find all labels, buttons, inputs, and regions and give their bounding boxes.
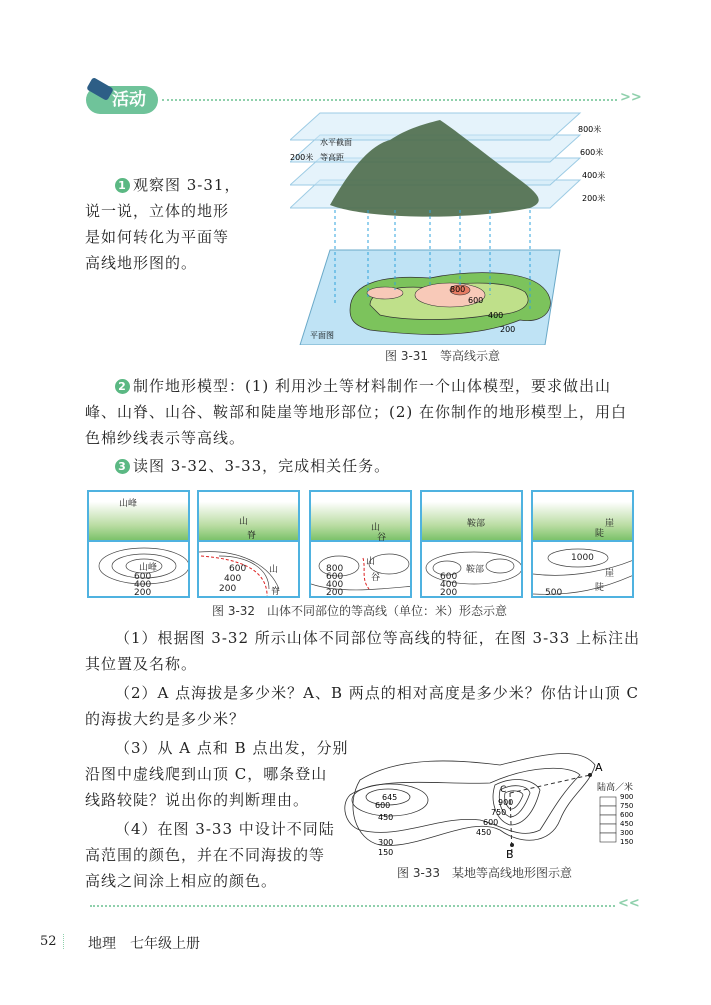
task-line: （1）根据图 3-32 所示山体不同部位等高线的特征，在图 3-33 上标注出 <box>115 629 641 647</box>
q2-line: 制作地形模型：(1) 利用沙土等材料制作一个山体模型，要求做出山 <box>133 377 612 395</box>
legend-value: 750 <box>620 802 634 810</box>
contour-label: 900 <box>498 798 514 807</box>
panel-label: 崖 <box>605 569 615 579</box>
panel-label: 脊 <box>271 587 281 597</box>
panel-ridge <box>197 490 300 598</box>
panel-label: 谷 <box>371 573 381 583</box>
contour-label: 600 <box>375 801 391 810</box>
contour-label: 600 <box>483 818 499 827</box>
point-b-label: B <box>506 848 514 860</box>
level-label: 200米 <box>582 194 606 203</box>
panel-label: 山 <box>269 565 279 575</box>
panel-label: 崖 <box>605 519 615 529</box>
contour-label: 450 <box>378 813 394 822</box>
question-1 <box>85 172 260 276</box>
level-label: 400米 <box>582 171 606 180</box>
figure-3-33-caption: 图 3-33 某地等高线地形图示意 <box>397 866 573 880</box>
point-a-label: A <box>595 761 603 774</box>
figure-3-33 <box>340 745 640 860</box>
panel-label: 400 <box>134 580 152 590</box>
q2-line: 色棉纱线表示等高线。 <box>85 429 246 447</box>
legend-title: 陆高／米 <box>597 783 634 793</box>
question-2 <box>85 373 645 479</box>
panel-label: 600 <box>229 564 247 574</box>
point-c-label: C <box>500 785 507 795</box>
legend-value: 150 <box>620 838 634 846</box>
peak-label: 645 <box>382 793 398 802</box>
task-line: （2）A 点海拔是多少米？A、B 两点的相对高度是多少米？你估计山顶 C <box>115 684 640 702</box>
panel-cliff <box>531 490 634 598</box>
task-line: 沿图中虚线爬到山顶 C，哪条登山 <box>85 765 328 783</box>
panel-saddle <box>420 490 523 598</box>
q1-line: 是如何转化为平面等 <box>85 228 230 246</box>
number-badge: 2 <box>115 379 130 394</box>
task-line: 高范围的颜色，并在不同海拔的等 <box>85 846 326 864</box>
figure-3-31 <box>290 110 630 345</box>
panel-label: 500 <box>545 588 563 598</box>
panel-label: 陡 <box>595 529 605 539</box>
panel-label: 200 <box>219 584 237 594</box>
panel-label: 山 <box>371 523 381 533</box>
panel-label: 脊 <box>247 531 257 541</box>
task-line: （4）在图 3-33 中设计不同陆 <box>115 820 335 838</box>
panel-label: 山 <box>366 557 376 567</box>
task-line: （3）从 A 点和 B 点出发，分别 <box>115 739 349 757</box>
interval-label: 等高距 <box>320 153 344 162</box>
number-badge: 3 <box>115 459 130 474</box>
panel-label: 谷 <box>377 533 387 543</box>
number-badge: 1 <box>115 178 130 193</box>
panel-label: 鞍部 <box>467 519 486 529</box>
book-title: 地理 七年级上册 <box>88 936 200 952</box>
contour-label: 600 <box>468 296 484 305</box>
plane-label: 平面图 <box>310 331 334 340</box>
contour-label: 300 <box>378 838 394 847</box>
panel-label: 鞍部 <box>466 565 485 575</box>
double-chevron-left-icon: << <box>618 896 640 911</box>
legend-value: 450 <box>620 820 634 828</box>
task-line: 其位置及名称。 <box>85 655 198 673</box>
q1-line: 高线地形图的。 <box>85 254 198 272</box>
panel-label: 山 <box>239 517 249 527</box>
panel-label: 200 <box>326 588 344 598</box>
contour-label: 400 <box>488 311 504 320</box>
panel-label: 600 <box>134 572 152 582</box>
q2-line: 峰、山脊、山谷、鞍部和陡崖等地形部位；(2) 在你制作的地形模型上，用白 <box>85 403 628 421</box>
interval-value: 200米 <box>290 153 314 162</box>
panel-label: 200 <box>134 588 152 598</box>
contour-label: 800 <box>450 285 466 294</box>
contour-label: 150 <box>378 848 394 857</box>
legend-value: 900 <box>620 793 634 801</box>
q1-line: 观察图 3-31， <box>133 176 241 194</box>
q3-text: 读图 3-32、3-33，完成相关任务。 <box>133 457 391 475</box>
panel-label: 800 <box>326 564 344 574</box>
panel-valley <box>309 490 412 598</box>
panel-label: 400 <box>326 580 344 590</box>
level-label: 600米 <box>580 148 604 157</box>
contour-label: 750 <box>491 808 507 817</box>
double-chevron-right-icon: >> <box>620 90 642 105</box>
page-number: 52 <box>40 934 64 949</box>
panel-label: 山峰 <box>139 563 158 573</box>
panel-label: 山峰 <box>119 499 138 509</box>
panel-label: 陡 <box>595 583 605 593</box>
figure-3-31-caption: 图 3-31 等高线示意 <box>385 349 501 363</box>
q1-line: 说一说，立体的地形 <box>85 202 230 220</box>
panel-label: 600 <box>440 572 458 582</box>
legend-value: 300 <box>620 829 634 837</box>
task-line: 线路较陡？说出你的判断理由。 <box>85 791 310 809</box>
task-line: 的海拔大约是多少米？ <box>85 710 246 728</box>
header-divider <box>162 99 617 101</box>
panel-label: 1000 <box>571 553 594 563</box>
contour-label: 450 <box>476 828 492 837</box>
panel-label: 400 <box>224 574 242 584</box>
panel-label: 200 <box>440 588 458 598</box>
legend-value: 600 <box>620 811 634 819</box>
level-label: 800米 <box>578 125 602 134</box>
section-label: 水平截面 <box>320 138 352 147</box>
footer-divider <box>90 905 615 907</box>
activity-label: 活动 <box>112 90 146 110</box>
figure-3-32-caption: 图 3-32 山体不同部位的等高线（单位：米）形态示意 <box>212 604 508 618</box>
task-line: 高线之间涂上相应的颜色。 <box>85 872 278 890</box>
panel-peak <box>87 490 190 598</box>
contour-label: 200 <box>500 325 516 334</box>
panel-label: 600 <box>326 572 344 582</box>
panel-label: 400 <box>440 580 458 590</box>
